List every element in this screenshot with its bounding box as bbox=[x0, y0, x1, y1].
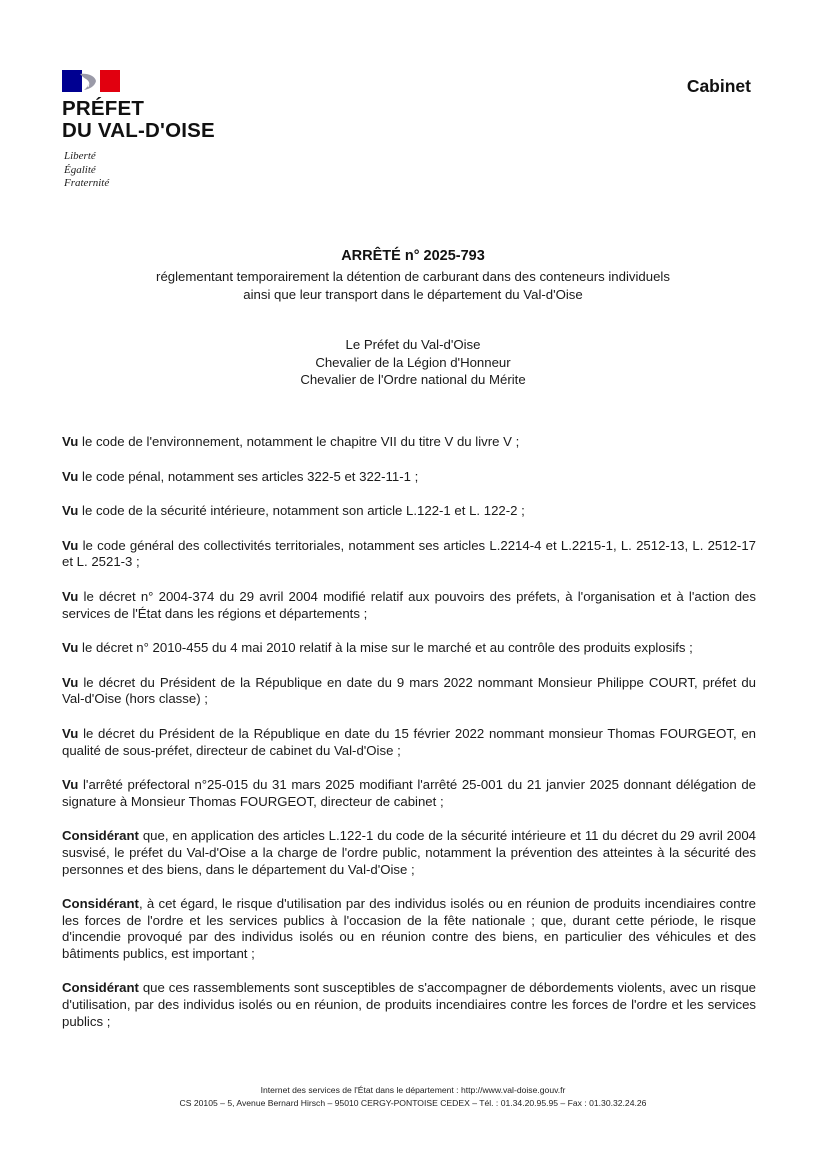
recital-lead: Vu bbox=[62, 640, 79, 656]
recital-text: le code général des collectivités territoriales, notamment ses articles L.2214-4 et L.2215-1, L. 2512-13, L. 2512-17 et L. 2521-3 ; bbox=[62, 537, 756, 570]
recital-paragraph bbox=[62, 503, 756, 520]
recital-lead: Vu bbox=[62, 725, 79, 741]
republic-motto bbox=[64, 150, 109, 191]
recital-paragraph bbox=[62, 434, 756, 451]
recital-paragraph bbox=[62, 538, 756, 571]
recital-lead: Considérant bbox=[62, 828, 139, 844]
prefecture-logo-text bbox=[62, 98, 215, 142]
authority-line-2: Chevalier de la Légion d'Honneur bbox=[315, 354, 511, 370]
logo-line-1: PRÉFET bbox=[62, 97, 145, 120]
recital-lead: Vu bbox=[62, 537, 79, 553]
footer-website: Internet des services de l'État dans le département : http://www.val-doise.gouv.fr bbox=[260, 1085, 566, 1095]
decree-subtitle bbox=[0, 268, 826, 303]
department-label: Cabinet bbox=[686, 76, 751, 96]
recital-text: le code de l'environnement, notamment le chapitre VII du titre V du livre V ; bbox=[78, 434, 520, 449]
recital-text: , à cet égard, le risque d'utilisation par des individus isolés ou en réunion de produits incendiaires contre les forces de l'ordre et les services publics à l'occasion de la fête nationale ; que, durant cette période, le risque d'incendie provoqué par des individus isolés ou en réunion contre des biens, en particulier des véhicules et des bâtiments publics, est important ; bbox=[62, 896, 756, 961]
recital-text: l'arrêté préfectoral n°25-015 du 31 mars 2025 modifiant l'arrêté 25-001 du 21 janvier 2025 donnant délégation de signature à Monsieur Thomas FOURGEOT, directeur de cabinet ; bbox=[62, 777, 756, 809]
recital-text: le décret n° 2010-455 du 4 mai 2010 relatif à la mise sur le marché et au contrôle des produits explosifs ; bbox=[78, 640, 693, 656]
recital-text: le décret du Président de la République en date du 15 février 2022 nommant monsieur Thomas FOURGEOT, en qualité de sous-préfet, directeur de cabinet du Val-d'Oise ; bbox=[62, 725, 756, 758]
recital-paragraph bbox=[62, 589, 756, 622]
page-footer bbox=[0, 1084, 826, 1109]
recital-paragraph bbox=[62, 726, 756, 759]
recital-text: que ces rassemblements sont susceptibles de s'accompagner de débordements violents, avec un risque d'utilisation, par des individus isolés ou en réunion, de produits incendiaires contre les forces de l'ordre et les services publics ; bbox=[62, 980, 756, 1029]
motto-fraternite: Fraternité bbox=[64, 177, 110, 189]
recital-paragraph bbox=[62, 640, 756, 657]
recital-lead: Vu bbox=[62, 503, 79, 519]
subtitle-line-2: ainsi que leur transport dans le département du Val-d'Oise bbox=[243, 286, 583, 302]
recital-paragraph bbox=[62, 896, 756, 962]
authority-block bbox=[0, 336, 826, 389]
recital-lead: Vu bbox=[62, 674, 79, 690]
authority-line-3: Chevalier de l'Ordre national du Mérite bbox=[300, 372, 526, 387]
recital-lead: Vu bbox=[62, 588, 79, 604]
recital-paragraph bbox=[62, 675, 756, 708]
recital-text: le décret du Président de la République en date du 9 mars 2022 nommant Monsieur Philippe COURT, préfet du Val-d'Oise (hors classe) ; bbox=[62, 674, 756, 707]
recital-paragraph bbox=[62, 980, 756, 1030]
authority-line-1: Le Préfet du Val-d'Oise bbox=[345, 337, 481, 352]
recital-paragraph bbox=[62, 469, 756, 486]
recital-text: que, en application des articles L.122-1 du code de la sécurité intérieure et 11 du décret du 29 avril 2004 susvisé, le préfet du Val-d'Oise a la charge de l'ordre public, notamment la prévention des atteintes à la sécurité des personnes et des biens, dans le département du Val-d'Oise ; bbox=[62, 828, 756, 877]
footer-address: CS 20105 – 5, Avenue Bernard Hirsch – 95010 CERGY-PONTOISE CEDEX – Tél. : 01.34.20.95.95 – Fax : 01.30.32.24.26 bbox=[179, 1097, 647, 1108]
logo-line-2: DU VAL-D'OISE bbox=[62, 119, 215, 142]
motto-egalite: Égalité bbox=[64, 163, 96, 176]
recital-text: le code pénal, notamment ses articles 322-5 et 322-11-1 ; bbox=[78, 468, 419, 484]
recital-lead: Vu bbox=[62, 777, 79, 793]
recital-text: le code de la sécurité intérieure, notamment son article L.122-1 et L. 122-2 ; bbox=[78, 503, 525, 519]
recital-lead: Vu bbox=[62, 468, 79, 484]
recital-text: le décret n° 2004-374 du 29 avril 2004 modifié relatif aux pouvoirs des préfets, à l'organisation et à l'action des services de l'État dans les régions et départements ; bbox=[62, 588, 756, 621]
recital-lead: Vu bbox=[62, 434, 79, 449]
decree-title: ARRÊTÉ n° 2025-793 bbox=[341, 248, 485, 264]
decree-body bbox=[62, 434, 756, 1048]
recital-paragraph bbox=[62, 777, 756, 810]
motto-liberte: Liberté bbox=[64, 150, 96, 162]
subtitle-line-1: réglementant temporairement la détention de carburant dans des conteneurs individuels bbox=[156, 269, 670, 284]
recital-lead: Considérant bbox=[62, 896, 139, 912]
marianne-logo-icon bbox=[62, 70, 120, 92]
recital-paragraph bbox=[62, 828, 756, 878]
recital-lead: Considérant bbox=[62, 980, 139, 996]
